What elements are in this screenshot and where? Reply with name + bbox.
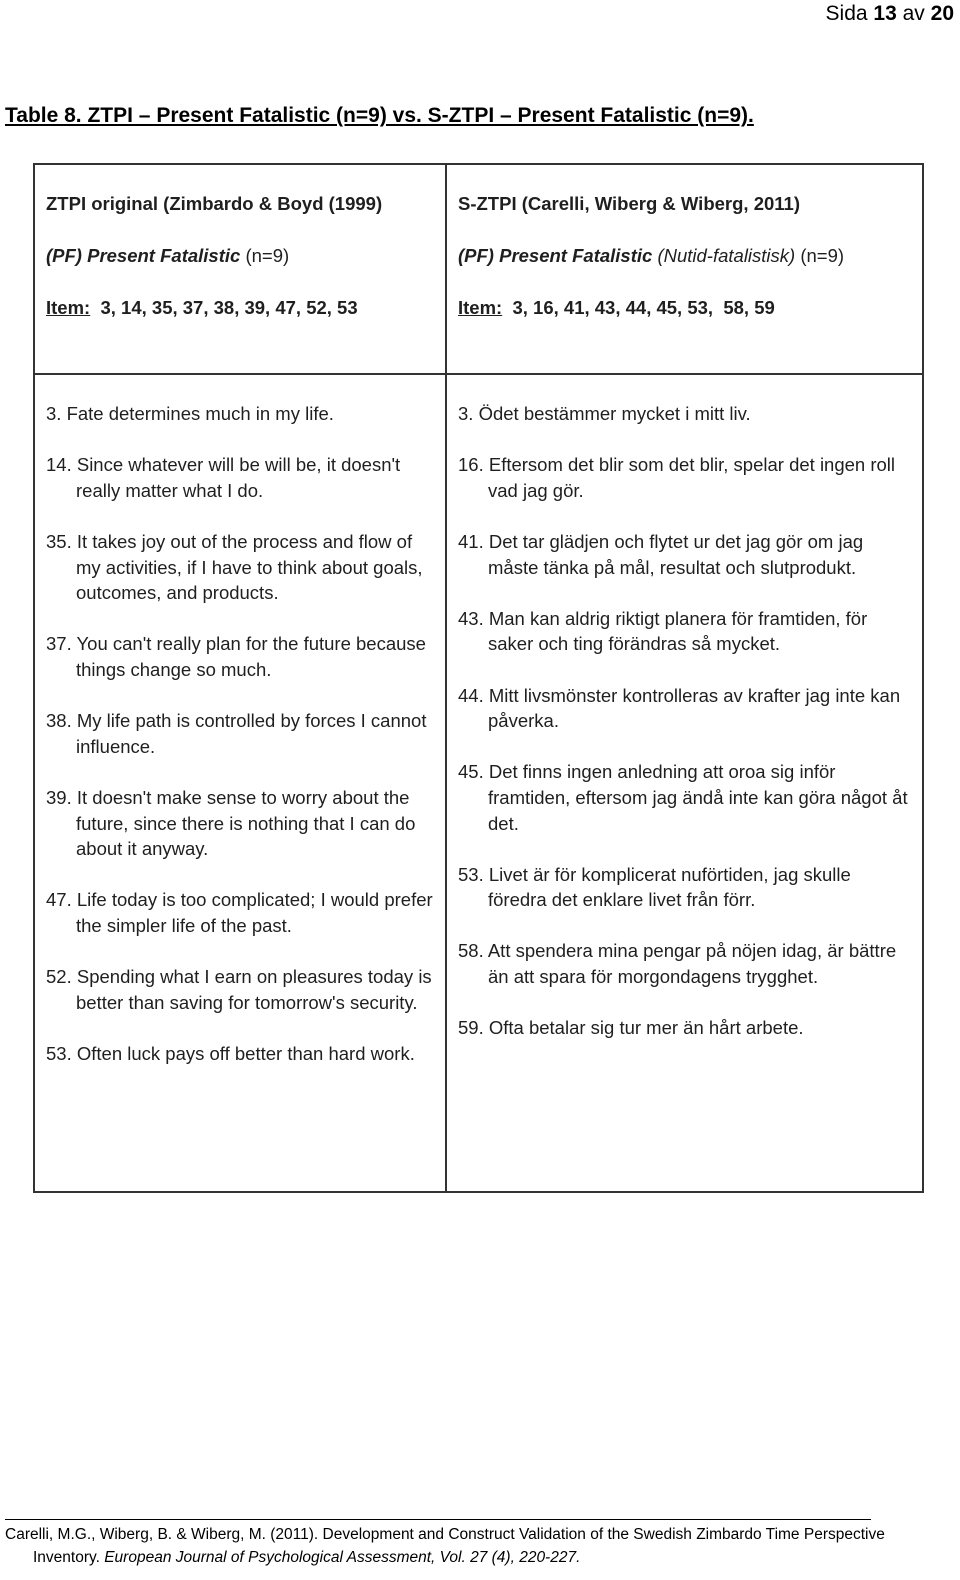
right-items-cell bbox=[446, 374, 923, 1192]
comparison-table bbox=[33, 163, 924, 1193]
right-header-cell bbox=[446, 164, 923, 374]
page-number bbox=[826, 2, 954, 26]
right-item: 59. Ofta betalar sig tur mer än hårt arbete. bbox=[458, 1017, 804, 1039]
right-item-word: Item: bbox=[458, 297, 503, 318]
right-item: 53. Livet är för komplicerat nuförtiden, jag skulle föredra det enklare livet från förr. bbox=[458, 863, 851, 911]
page-number-prefix: Sida bbox=[825, 2, 868, 25]
right-item: 43. Man kan aldrig riktigt planera för framtiden, för saker och ting förändras så mycket. bbox=[458, 607, 868, 655]
page-number-current: 13 bbox=[873, 2, 897, 25]
right-item: 16. Eftersom det blir som det blir, spelar det ingen roll vad jag gör. bbox=[458, 454, 896, 501]
right-heading: S-ZTPI (Carelli, Wiberg & Wiberg, 2011) bbox=[458, 193, 800, 214]
left-item-list: 3, 14, 35, 37, 38, 39, 47, 52, 53 bbox=[90, 297, 358, 318]
page-number-sep: av bbox=[902, 2, 925, 25]
table-title: Table 8. ZTPI – Present Fatalistic (n=9) vs. S-ZTPI – Present Fatalistic (n=9). bbox=[5, 104, 754, 127]
right-item: 3. Ödet bestämmer mycket i mitt liv. bbox=[458, 403, 751, 424]
right-item: 45. Det finns ingen anledning att oroa sig inför framtiden, eftersom jag ändå inte kan göra något åt det. bbox=[458, 761, 908, 834]
citation-line-2 bbox=[5, 1546, 905, 1569]
right-item-list: 3, 16, 41, 43, 44, 45, 53, 58, 59 bbox=[502, 297, 775, 318]
citation-line-2-plain: Inventory. bbox=[33, 1549, 105, 1566]
footer-divider bbox=[5, 1519, 871, 1520]
left-item: 52. Spending what I earn on pleasures today is better than saving for tomorrow's security. bbox=[46, 966, 432, 1013]
right-item-numbers bbox=[458, 297, 914, 319]
citation-line-1: Carelli, M.G., Wiberg, B. & Wiberg, M. (2011). Development and Construct Validation of the Swedish Zimbardo Time Perspective bbox=[5, 1526, 885, 1543]
table-header-row bbox=[34, 164, 923, 374]
right-item: 44. Mitt livsmönster kontrolleras av krafter jag inte kan påverka. bbox=[458, 684, 901, 732]
right-subscale-n: (n=9) bbox=[795, 245, 845, 266]
right-subscale bbox=[458, 245, 914, 267]
left-item: 39. It doesn't make sense to worry about the future, since there is nothing that I can do about it anyway. bbox=[46, 786, 416, 860]
left-item: 35. It takes joy out of the process and flow of my activities, if I have to think about goals, outcomes, and products. bbox=[46, 530, 423, 604]
left-items-cell bbox=[34, 374, 446, 1192]
right-subscale-label: (PF) Present Fatalistic bbox=[458, 245, 653, 266]
left-subscale-n: (n=9) bbox=[240, 245, 290, 266]
right-item: 41. Det tar glädjen och flytet ur det jag gör om jag måste tänka på mål, resultat och slutprodukt. bbox=[458, 530, 864, 578]
left-item: 38. My life path is controlled by forces I cannot influence. bbox=[46, 710, 427, 757]
citation-journal: European Journal of Psychological Assessment, Vol. 27 (4), 220-227. bbox=[104, 1549, 581, 1566]
left-item: 47. Life today is too complicated; I would prefer the simpler life of the past. bbox=[46, 889, 433, 936]
footer-citation bbox=[5, 1523, 905, 1569]
left-item: 37. You can't really plan for the future because things change so much. bbox=[46, 633, 426, 680]
left-item: 53. Often luck pays off better than hard work. bbox=[46, 1042, 415, 1064]
left-item: 14. Since whatever will be will be, it doesn't really matter what I do. bbox=[46, 454, 401, 501]
left-item: 3. Fate determines much in my life. bbox=[46, 403, 334, 424]
right-subscale-translation: (Nutid-fatalistisk) bbox=[652, 245, 796, 266]
table-body-row bbox=[34, 374, 923, 1192]
left-item-numbers bbox=[46, 297, 437, 319]
left-subscale-label: (PF) Present Fatalistic bbox=[46, 245, 241, 266]
left-heading: ZTPI original (Zimbardo & Boyd (1999) bbox=[46, 193, 383, 214]
left-item-word: Item: bbox=[46, 297, 91, 318]
left-header-cell bbox=[34, 164, 446, 374]
page-number-total: 20 bbox=[930, 2, 954, 25]
right-item: 58. Att spendera mina pengar på nöjen idag, är bättre än att spara för morgondagens trygghet. bbox=[458, 940, 897, 988]
left-subscale bbox=[46, 245, 437, 267]
